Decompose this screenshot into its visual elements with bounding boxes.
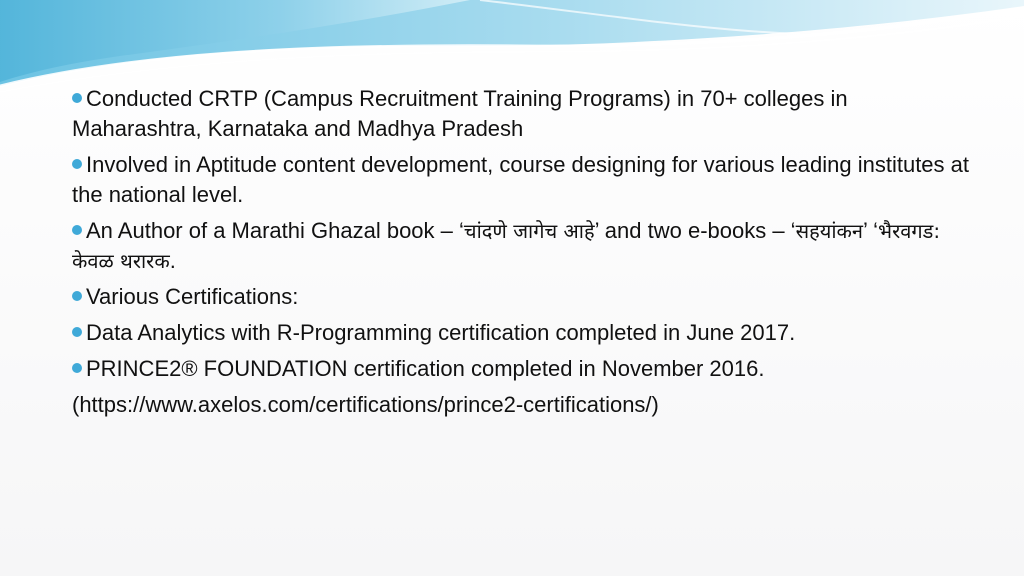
bullet-text: Various Certifications:	[86, 284, 299, 309]
bullet-item-prince2	[72, 354, 972, 384]
bullet-dot-icon	[72, 159, 82, 169]
slide-body	[72, 84, 972, 426]
bullet-text-part: .	[169, 248, 176, 273]
bullet-text: PRINCE2® FOUNDATION certification completed in November 2016.	[86, 356, 765, 381]
prince2-url: (https://www.axelos.com/certifications/prince2-certifications/)	[72, 392, 659, 417]
bullet-item-data-analytics	[72, 318, 972, 348]
bullet-item-certifications	[72, 282, 972, 312]
bullet-text-part: An Author of a Marathi Ghazal book – ‘	[86, 218, 464, 243]
bullet-dot-icon	[72, 291, 82, 301]
bullet-item-author	[72, 216, 972, 276]
bullet-text-part: ’ ‘	[862, 218, 879, 243]
marathi-book-title: चांदणे जागेच आहे	[463, 219, 595, 243]
marathi-ebook-title-1: सहयांकन	[795, 219, 863, 243]
bullet-item-aptitude	[72, 150, 972, 210]
bullet-dot-icon	[72, 363, 82, 373]
bullet-dot-icon	[72, 225, 82, 235]
bullet-text: Conducted CRTP (Campus Recruitment Training Programs) in 70+ colleges in Maharashtra, Karnataka and Madhya Pradesh	[72, 86, 848, 141]
bullet-text: Involved in Aptitude content development, course designing for various leading institutes at the national level.	[72, 152, 969, 207]
bullet-item-crtp	[72, 84, 972, 144]
marathi-ebook-title-2: भैरवगड: केवळ थरारक	[72, 219, 941, 273]
bullet-text-part: ’ and two e-books – ‘	[594, 218, 796, 243]
bullet-dot-icon	[72, 327, 82, 337]
bullet-dot-icon	[72, 93, 82, 103]
bullet-text: Data Analytics with R-Programming certification completed in June 2017.	[86, 320, 796, 345]
